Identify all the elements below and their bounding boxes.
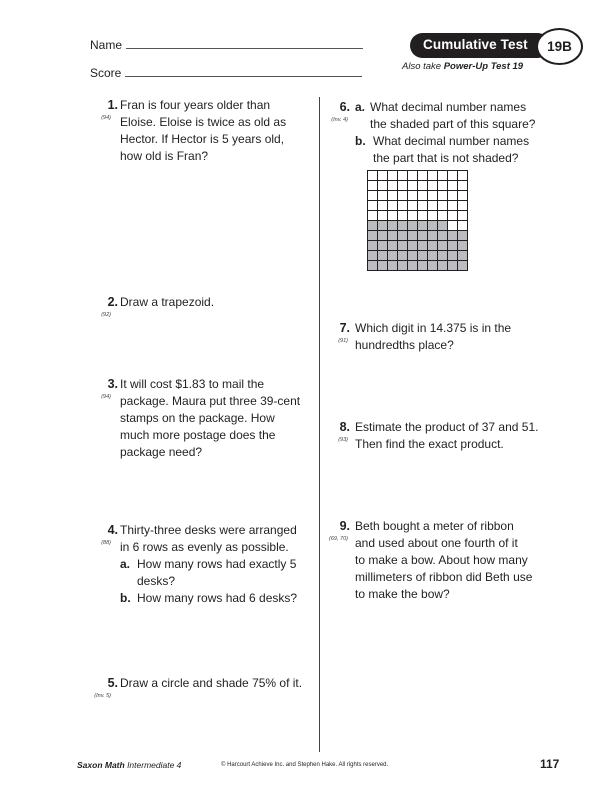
grid-cell-unshaded [368,201,378,211]
grid-cell-unshaded [368,171,378,181]
grid-cell-shaded [388,261,398,271]
grid-cell-shaded [388,221,398,231]
grid-cell-shaded [458,231,468,241]
grid-cell-unshaded [388,201,398,211]
grid-cell-unshaded [428,181,438,191]
grid-cell-shaded [408,241,418,251]
grid-cell-shaded [418,251,428,261]
grid-cell-unshaded [428,201,438,211]
grid-cell-unshaded [408,171,418,181]
grid-cell-shaded [378,221,388,231]
grid-cell-unshaded [378,171,388,181]
grid-cell-shaded [428,261,438,271]
grid-cell-shaded [428,221,438,231]
grid-cell-shaded [398,251,408,261]
grid-cell-shaded [388,231,398,241]
question-number: 1. [107,98,118,112]
grid-cell-shaded [388,241,398,251]
grid-cell-unshaded [448,201,458,211]
grid-cell-shaded [368,221,378,231]
grid-cell-shaded [378,241,388,251]
grid-cell-unshaded [398,191,408,201]
grid-cell-shaded [368,261,378,271]
grid-cell-shaded [448,251,458,261]
test-title: Cumulative Test [423,37,528,52]
grid-cell-shaded [398,221,408,231]
copyright-notice: © Harcourt Achieve Inc. and Stephen Hake. All rights reserved. [221,762,389,768]
grid-cell-unshaded [398,181,408,191]
grid-cell-unshaded [458,221,468,231]
grid-cell-unshaded [408,191,418,201]
grid-cell-shaded [408,251,418,261]
lesson-reference: (94) [101,394,111,400]
grid-cell-shaded [458,251,468,261]
grid-cell-unshaded [378,191,388,201]
grid-cell-shaded [418,231,428,241]
grid-cell-shaded [428,241,438,251]
grid-cell-unshaded [438,201,448,211]
lesson-reference: (69, 70) [329,536,348,542]
grid-cell-shaded [388,251,398,261]
grid-cell-unshaded [388,181,398,191]
grid-cell-unshaded [448,171,458,181]
grid-cell-unshaded [448,211,458,221]
grid-cell-unshaded [388,171,398,181]
score-line[interactable] [125,76,362,77]
question-number: 4. [107,523,118,537]
name-line[interactable] [126,48,363,49]
grid-cell-unshaded [378,181,388,191]
page-number: 117 [540,757,560,771]
part-label: b. [120,591,131,605]
grid-cell-unshaded [438,211,448,221]
question-number: 8. [339,420,350,434]
lesson-reference: (88) [101,540,111,546]
grid-cell-unshaded [398,171,408,181]
grid-cell-unshaded [418,191,428,201]
grid-cell-shaded [438,221,448,231]
grid-cell-unshaded [388,191,398,201]
grid-cell-unshaded [438,171,448,181]
grid-cell-shaded [448,261,458,271]
question-number: 2. [107,295,118,309]
grid-cell-shaded [438,251,448,261]
grid-cell-shaded [448,241,458,251]
test-number: 19B [547,39,572,54]
lesson-reference: (Inv. 4) [331,117,348,123]
grid-cell-shaded [368,251,378,261]
question-6a: a. What decimal number names the shaded part of this square? [355,100,536,131]
lesson-reference: (93) [338,437,348,443]
question-4b: b. How many rows had 6 desks? [120,591,298,605]
grid-cell-unshaded [428,191,438,201]
lesson-reference: (94) [101,115,111,121]
lesson-reference: (92) [101,312,111,318]
part-label: a. [120,557,131,571]
lesson-reference: (Inv. 5) [94,693,111,699]
grid-cell-shaded [458,241,468,251]
grid-cell-unshaded [398,211,408,221]
grid-cell-unshaded [388,211,398,221]
grid-cell-unshaded [408,211,418,221]
grid-cell-unshaded [368,181,378,191]
test-title-banner [410,33,550,58]
grid-cell-unshaded [458,201,468,211]
question-number: 6. [339,100,350,114]
test-number-badge [536,28,583,65]
grid-cell-shaded [398,261,408,271]
grid-cell-unshaded [418,171,428,181]
question-number: 3. [107,377,118,391]
grid-cell-shaded [408,231,418,241]
grid-cell-unshaded [428,171,438,181]
grid-cell-shaded [398,241,408,251]
grid-cell-shaded [378,261,388,271]
grid-cell-unshaded [408,181,418,191]
grid-cell-unshaded [418,211,428,221]
grid-cell-unshaded [438,191,448,201]
part-label: b. [355,134,366,148]
grid-cell-shaded [408,221,418,231]
question-4a: a. How many rows had exactly 5 desks? [120,557,297,588]
grid-cell-shaded [438,231,448,241]
grid-cell-unshaded [448,181,458,191]
grid-cell-shaded [378,251,388,261]
grid-cell-shaded [458,261,468,271]
grid-cell-unshaded [458,181,468,191]
also-take-note: Also take Power-Up Test 19 [402,61,524,72]
grid-cell-unshaded [438,181,448,191]
book-title: Saxon Math Intermediate 4 [77,760,182,770]
grid-cell-shaded [398,231,408,241]
question-number: 9. [339,519,350,533]
grid-cell-shaded [368,231,378,241]
grid-cell-shaded [428,251,438,261]
grid-cell-shaded [418,261,428,271]
grid-cell-shaded [428,231,438,241]
grid-cell-unshaded [458,211,468,221]
name-field[interactable] [90,38,363,52]
grid-cell-unshaded [398,201,408,211]
question-number: 5. [107,676,118,690]
grid-cell-shaded [408,261,418,271]
name-label: Name [90,38,123,52]
grid-cell-shaded [418,241,428,251]
question-6b: b. What decimal number names the part that is not shaded? [355,134,530,165]
score-field[interactable] [90,66,362,80]
grid-cell-unshaded [418,201,428,211]
question-number: 7. [339,321,350,335]
grid-cell-shaded [438,241,448,251]
grid-cell-unshaded [368,211,378,221]
grid-cell-unshaded [378,201,388,211]
hundred-square-grid [367,170,468,271]
grid-cell-unshaded [418,181,428,191]
grid-cell-shaded [438,261,448,271]
grid-cell-unshaded [458,191,468,201]
grid-cell-unshaded [458,171,468,181]
grid-cell-unshaded [368,191,378,201]
grid-cell-unshaded [448,191,458,201]
grid-cell-shaded [368,241,378,251]
part-label: a. [355,100,366,114]
lesson-reference: (91) [338,338,348,344]
grid-cell-unshaded [378,211,388,221]
grid-cell-unshaded [448,221,458,231]
score-label: Score [90,66,122,80]
grid-cell-unshaded [428,211,438,221]
grid-cell-unshaded [408,201,418,211]
grid-cell-shaded [448,231,458,241]
power-up-test-ref: Power-Up Test 19 [443,61,524,72]
grid-cell-shaded [418,221,428,231]
grid-cell-shaded [378,231,388,241]
